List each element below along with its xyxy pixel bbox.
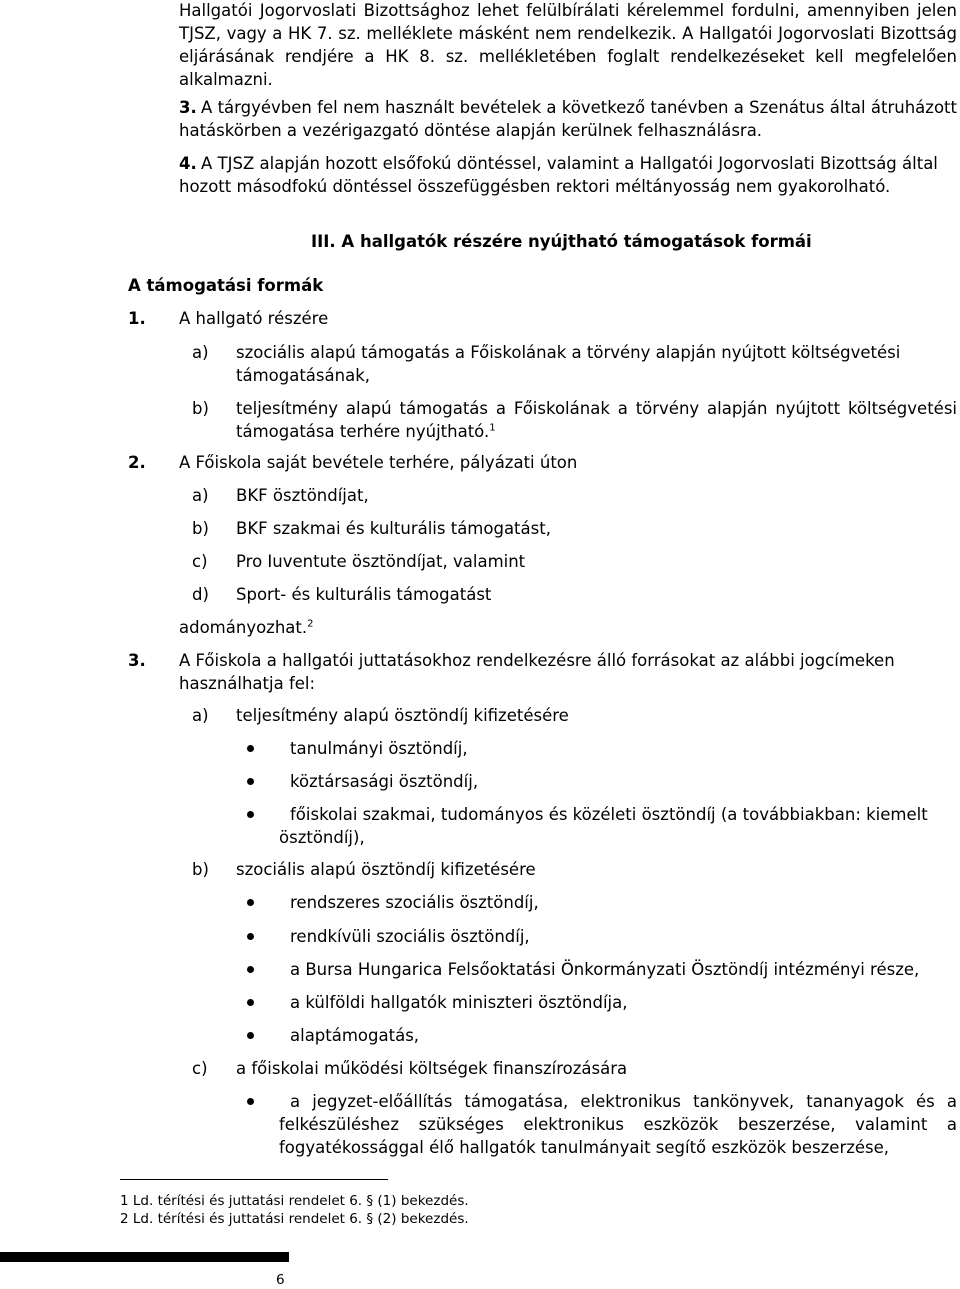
- s3-c-bullet-1: a jegyzet-előállítás támogatása, elektronikus tankönyvek, tananyagok és a felkészüléshez szükséges elektronikus eszközök beszerzése, valamint a fogyatékossággal élő hallgatók tanulmányait segítő eszközök beszerzése,: [279, 1092, 957, 1157]
- footer-bar: [0, 1252, 289, 1262]
- s2-closing-text: adományozhat.: [179, 618, 308, 637]
- point-4-text: A TJSZ alapján hozott elsőfokú döntéssel, valamint a Hallgatói Jogorvoslati Bizottság által hozott másodfokú döntéssel összefüggésben rektori méltányosság nem gyakorolható.: [179, 154, 938, 196]
- s2-c-label: c): [192, 552, 208, 571]
- bullet-icon: [247, 778, 254, 785]
- s3-b-bullet-4: a külföldi hallgatók miniszteri ösztöndíja,: [290, 993, 628, 1012]
- footnote-1: [120, 1192, 469, 1210]
- s2-c-text: Pro Iuventute ösztöndíjat, valamint: [236, 552, 526, 571]
- s2-d-label: d): [192, 585, 209, 604]
- s3-c-label: c): [192, 1059, 208, 1078]
- s2-d-text: Sport- és kulturális támogatást: [236, 585, 492, 604]
- section-title: III. A hallgatók részére nyújtható támogatások formái: [311, 232, 812, 251]
- s3-a-bullet-1: tanulmányi ösztöndíj,: [290, 739, 468, 758]
- s2-a-label: a): [192, 486, 209, 505]
- s3-b-bullet-5: alaptámogatás,: [290, 1026, 420, 1045]
- s3-c-text: a főiskolai működési költségek finanszírozására: [236, 1059, 628, 1078]
- footnote-2-text: Ld. térítési és juttatási rendelet 6. § (2) bekezdés.: [132, 1211, 469, 1227]
- s3-b-bullet-1: rendszeres szociális ösztöndíj,: [290, 893, 539, 912]
- s2-b-label: b): [192, 519, 209, 538]
- s2-closing: [179, 616, 314, 639]
- s1-number: 1.: [128, 309, 146, 328]
- bullet-icon: [247, 1098, 254, 1105]
- page-number: 6: [276, 1272, 285, 1288]
- bullet-icon: [247, 999, 254, 1006]
- s2-title: A Főiskola saját bevétele terhére, pályázati úton: [179, 453, 578, 472]
- point-3-number: 3.: [179, 98, 197, 117]
- footnote-separator: [120, 1179, 388, 1180]
- footnote-1-text: Ld. térítési és juttatási rendelet 6. § (1) bekezdés.: [132, 1193, 469, 1209]
- s3-a-bullet-3: főiskolai szakmai, tudományos és közéleti ösztöndíj (a továbbiakban: kiemelt ösztöndíj),: [279, 805, 928, 847]
- intro-paragraph: Hallgatói Jogorvoslati Bizottsághoz lehet felülbírálati kérelemmel fordulni, amennyiben jelen TJSZ, vagy a HK 7. sz. melléklete másként nem rendelkezik. A Hallgatói Jogorvoslati Bizottság eljárásának rendjére a HK 8. sz. mellékletében foglalt rendelkezéseket kell megfelelően alkalmazni.: [179, 1, 957, 89]
- s3-b-text: szociális alapú ösztöndíj kifizetésére: [236, 860, 536, 879]
- footnote-ref-2[interactable]: 2: [307, 618, 314, 630]
- s3-a-bullet-2: köztársasági ösztöndíj,: [290, 772, 479, 791]
- footnote-2-mark: 2: [120, 1211, 129, 1227]
- bullet-icon: [247, 966, 254, 973]
- footnote-2: [120, 1210, 469, 1228]
- s1-b-text: teljesítmény alapú támogatás a Főiskolának a törvény alapján nyújtott költségvetési támogatása terhére nyújtható.: [236, 399, 957, 441]
- s2-b-text: BKF szakmai és kulturális támogatást,: [236, 519, 551, 538]
- s1-b-label: b): [192, 399, 209, 418]
- s3-b-bullet-3: a Bursa Hungarica Felsőoktatási Önkormányzati Ösztöndíj intézményi része,: [290, 960, 920, 979]
- s3-b-bullet-2: rendkívüli szociális ösztöndíj,: [290, 927, 530, 946]
- bullet-icon: [247, 933, 254, 940]
- s1-a-label: a): [192, 343, 209, 362]
- s3-b-label: b): [192, 860, 209, 879]
- s1-title: A hallgató részére: [179, 309, 329, 328]
- s3-title: A Főiskola a hallgatói juttatásokhoz rendelkezésre álló forrásokat az alábbi jogcímeken használhatja fel:: [179, 651, 895, 693]
- s2-number: 2.: [128, 453, 146, 472]
- s1-a-text: szociális alapú támogatás a Főiskolának a törvény alapján nyújtott költségvetési támogatásának,: [236, 343, 901, 385]
- s1-b-paragraph: [236, 397, 957, 443]
- footnote-1-mark: 1: [120, 1193, 129, 1209]
- s3-a-text: teljesítmény alapú ösztöndíj kifizetésére: [236, 706, 569, 725]
- footnote-ref-1[interactable]: 1: [489, 422, 496, 434]
- s3-a-label: a): [192, 706, 209, 725]
- s3-number: 3.: [128, 651, 146, 670]
- point-3-text: A tárgyévben fel nem használt bevételek a következő tanévben a Szenátus által átruházott hatáskörben a vezérigazgató döntése alapján kerülnek felhasználásra.: [179, 98, 957, 140]
- point-4-number: 4.: [179, 154, 197, 173]
- bullet-icon: [247, 745, 254, 752]
- s2-a-text: BKF ösztöndíjat,: [236, 486, 369, 505]
- subtitle: A támogatási formák: [128, 276, 324, 295]
- bullet-icon: [247, 899, 254, 906]
- bullet-icon: [247, 811, 254, 818]
- bullet-icon: [247, 1032, 254, 1039]
